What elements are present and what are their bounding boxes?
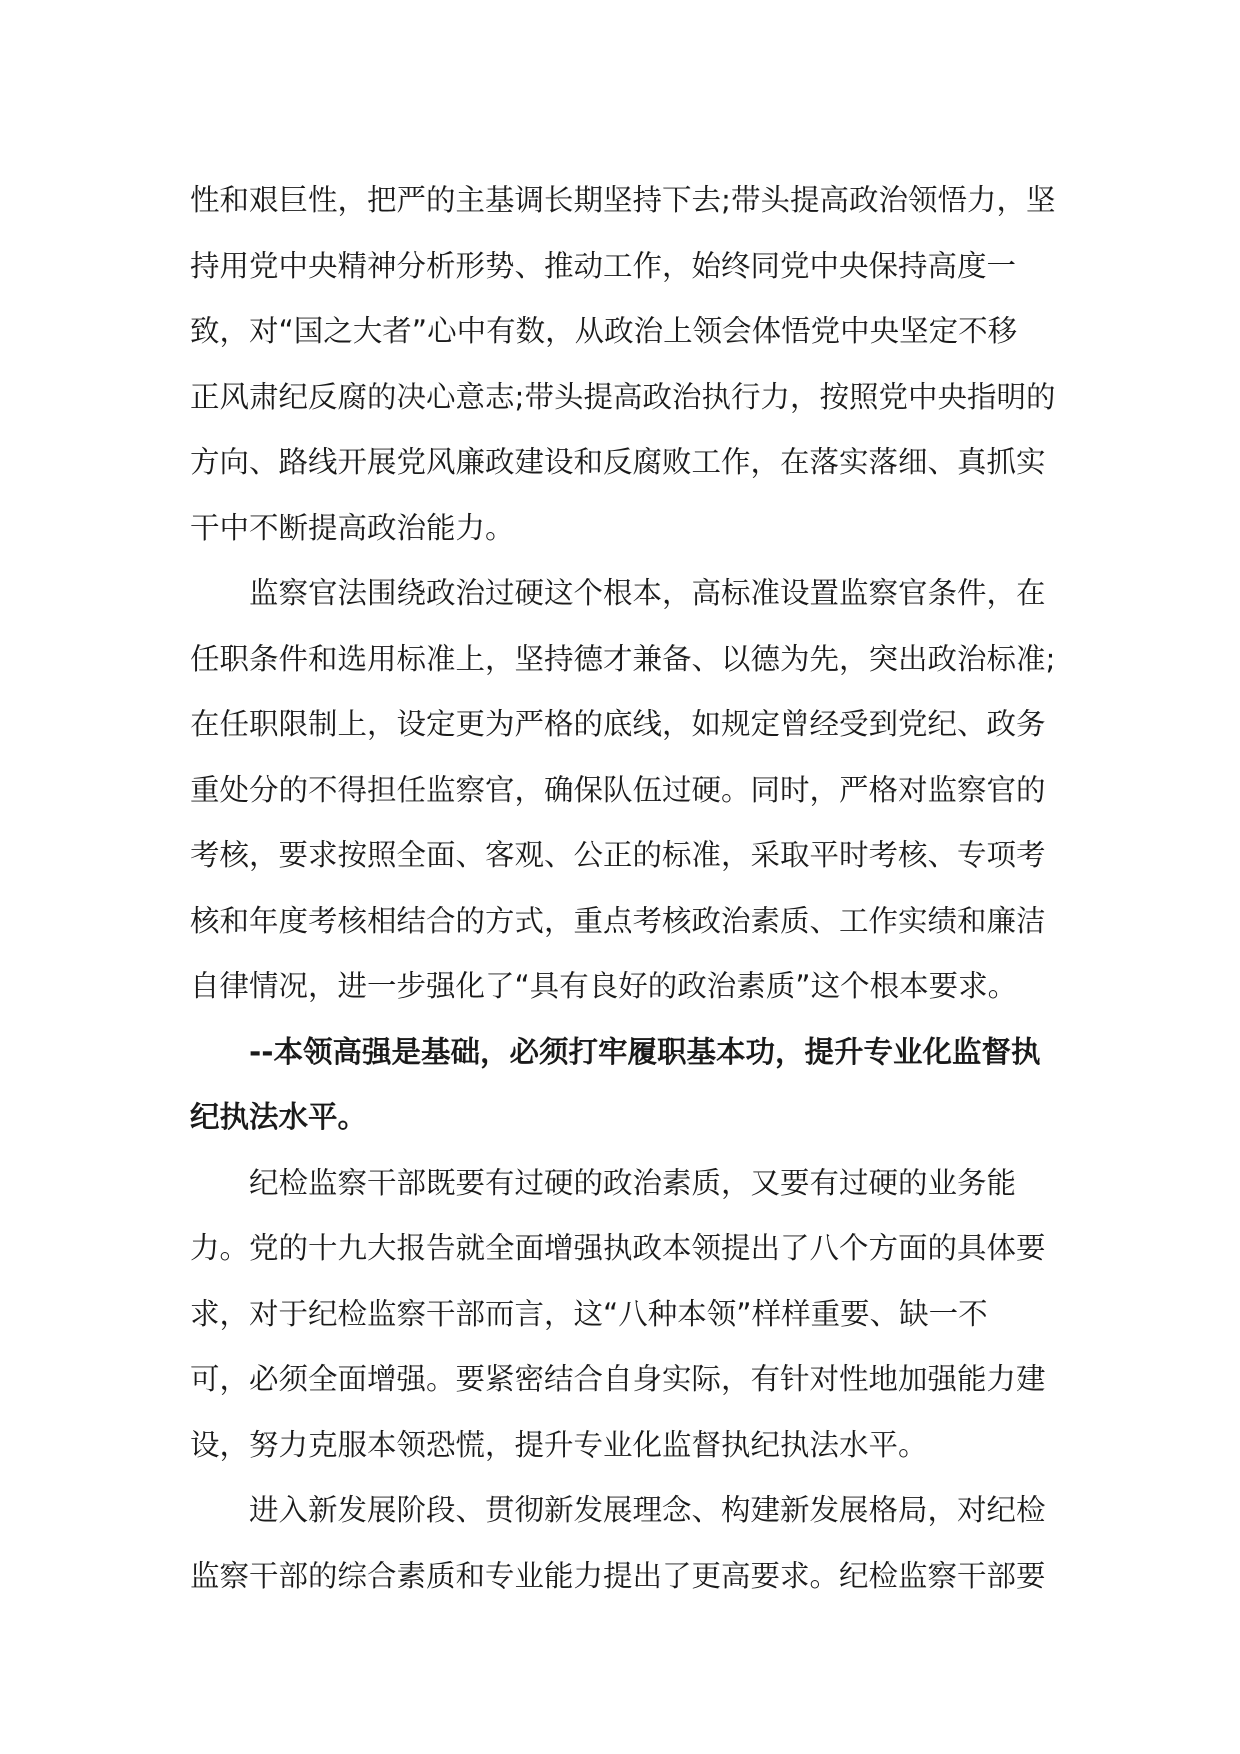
text-line: 求，对于纪检监察干部而言，这“八种本领”样样重要、缺一不 (190, 1296, 988, 1331)
paragraph-start-line: 纪检监察干部既要有过硬的政治素质，又要有过硬的业务能 (249, 1165, 1017, 1200)
paragraph-start-line: 进入新发展阶段、贯彻新发展理念、构建新发展格局，对纪检 (249, 1493, 1046, 1527)
text-line: 任职条件和选用标准上，坚持德才兼备、以德为先，突出政治标准; (190, 641, 1056, 676)
document-body (190, 168, 1060, 1609)
section-heading-line: 纪执法水平。 (190, 1100, 368, 1134)
text-line: 力。党的十九大报告就全面增强执政本领提出了八个方面的具体要 (190, 1231, 1046, 1265)
text-line: 监察干部的综合素质和专业能力提出了更高要求。纪检监察干部要 (190, 1558, 1046, 1593)
text-line: 设，努力克服本领恐慌，提升专业化监督执纪执法水平。 (190, 1427, 928, 1462)
text-line: 性和艰巨性，把严的主基调长期坚持下去;带头提高政治领悟力，坚 (190, 183, 1056, 217)
text-line: 持用党中央精神分析形势、推动工作，始终同党中央保持高度一 (190, 248, 1017, 283)
section-heading-line: --本领高强是基础，必须打牢履职基本功，提升专业化监督执 (249, 1034, 1041, 1069)
text-line: 在任职限制上，设定更为严格的底线，如规定曾经受到党纪、政务 (190, 707, 1046, 741)
text-line: 干中不断提高政治能力。 (190, 510, 515, 545)
text-line: 核和年度考核相结合的方式，重点考核政治素质、工作实绩和廉洁 (190, 903, 1046, 938)
text-line: 自律情况，进一步强化了“具有良好的政治素质”这个根本要求。 (190, 969, 1018, 1003)
text-line: 可，必须全面增强。要紧密结合自身实际，有针对性地加强能力建 (190, 1362, 1046, 1396)
text-line: 致，对“国之大者”心中有数，从政治上领会体悟党中央坚定不移 (190, 314, 1018, 348)
text-line: 正风肃纪反腐的决心意志;带头提高政治执行力，按照党中央指明的 (190, 379, 1056, 414)
text-line: 方向、路线开展党风廉政建设和反腐败工作，在落实落细、真抓实 (190, 445, 1046, 479)
paragraph-start-line: 监察官法围绕政治过硬这个根本，高标准设置监察官条件，在 (249, 576, 1046, 610)
text-line: 考核，要求按照全面、客观、公正的标准，采取平时考核、专项考 (190, 838, 1046, 872)
text-line: 重处分的不得担任监察官，确保队伍过硬。同时，严格对监察官的 (190, 772, 1046, 807)
